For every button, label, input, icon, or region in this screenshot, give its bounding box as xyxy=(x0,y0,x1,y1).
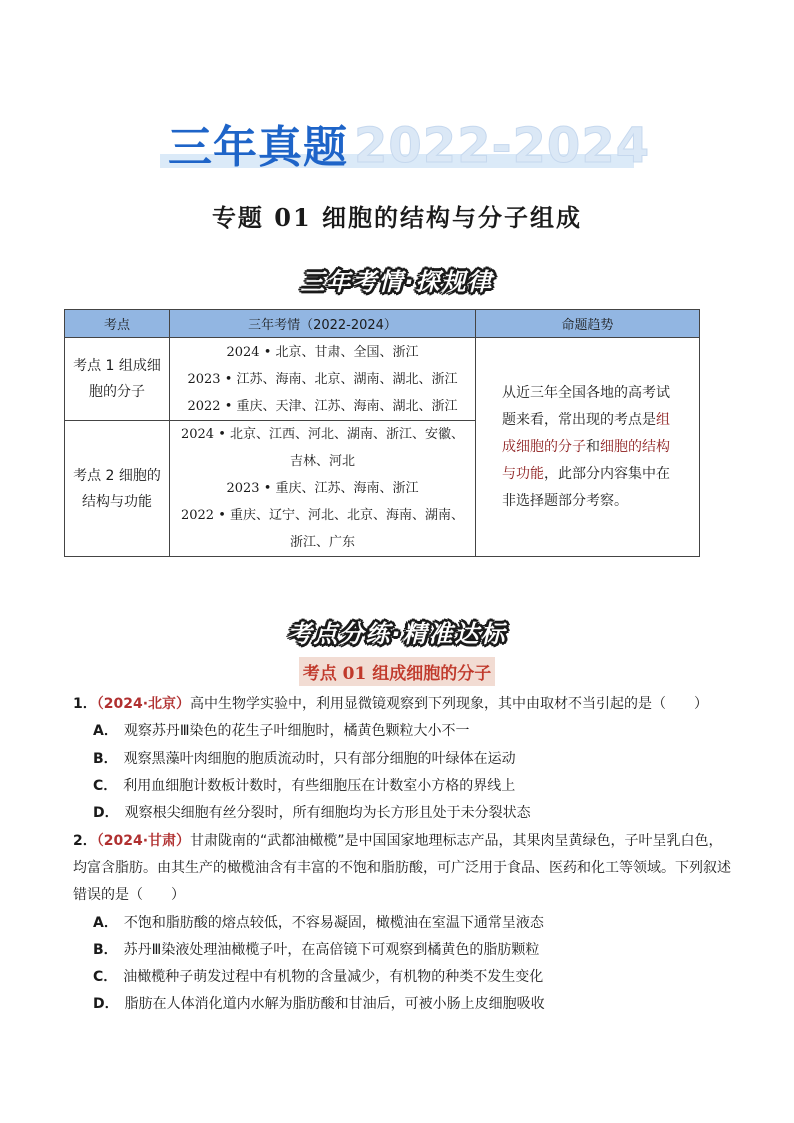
option-c xyxy=(93,773,515,800)
banner-title xyxy=(168,120,650,183)
year-line: 2023 • 江苏、海南、北京、湖南、湖北、浙江 xyxy=(187,371,458,387)
question-source: （2024·甘肃） xyxy=(96,833,191,849)
option-text: 观察苏丹Ⅲ染色的花生子叶细胞时，橘黄色颗粒大小不一 xyxy=(123,723,470,739)
option-a xyxy=(93,718,470,745)
banner xyxy=(0,118,794,178)
trend-text: ，此部分内容集中在非选择题部分考察。 xyxy=(502,465,670,509)
table-header-row xyxy=(65,310,700,338)
option-label: D． xyxy=(93,805,119,821)
question-source: （2024·北京） xyxy=(96,696,191,712)
option-b xyxy=(93,746,516,773)
option-a xyxy=(93,910,544,937)
year-line: 2022 • 重庆、辽宁、河北、北京、海南、湖南、浙江、广东 xyxy=(180,508,465,550)
option-label: A． xyxy=(93,915,118,931)
question-2 xyxy=(73,828,733,909)
banner-title-cn: 三年真题 xyxy=(168,122,348,173)
option-text: 脂肪在人体消化道内水解为脂肪酸和甘油后，可被小肠上皮细胞吸收 xyxy=(124,996,545,1012)
kp-heading-label: 考点 01 组成细胞的分子 xyxy=(299,657,496,686)
option-label: B． xyxy=(93,942,118,958)
option-b xyxy=(93,937,539,964)
option-d xyxy=(93,991,545,1018)
option-d xyxy=(93,800,531,827)
question-stem: 甘肃陇南的“武都油橄榄”是中国国家地理标志产品，其果肉呈黄绿色，子叶呈乳白色，均富含脂肪。由其生产的橄榄油含有丰富的不饱和脂肪酸，可广泛用于食品、医药和化工等领域。下列叙述错误的是（ ） xyxy=(73,833,731,903)
option-text: 油橄榄种子萌发过程中有机物的含量减少，有机物的种类不发生变化 xyxy=(123,969,544,985)
exam-trend-table xyxy=(64,309,700,557)
trend-text: 从近三年全国各地的高考试题来看，常出现的考点是 xyxy=(502,384,670,428)
option-text: 观察根尖细胞有丝分裂时，所有细胞均为长方形且处于未分裂状态 xyxy=(124,805,531,821)
option-text: 不饱和脂肪酸的熔点较低，不容易凝固，橄榄油在室温下通常呈液态 xyxy=(123,915,544,931)
year-line: 2023 • 重庆、江苏、海南、浙江 xyxy=(226,481,419,496)
option-text: 观察黑藻叶肉细胞的胞质流动时，只有部分细胞的叶绿体在运动 xyxy=(123,751,516,767)
option-label: A． xyxy=(93,723,118,739)
year-line: 2024 • 北京、甘肃、全国、浙江 xyxy=(226,344,419,360)
trend-highlight: 组成细胞的分子 xyxy=(502,411,670,455)
years-cell xyxy=(170,421,476,557)
option-label: B． xyxy=(93,751,118,767)
table-header: 三年考情（2022-2024） xyxy=(170,310,476,338)
years-cell xyxy=(170,338,476,421)
banner-years: 2022-2024 xyxy=(354,118,651,174)
topic-cell: 考点 1 组成细胞的分子 xyxy=(65,338,170,421)
option-label: C． xyxy=(93,969,118,985)
table-header: 考点 xyxy=(65,310,170,338)
option-text: 利用血细胞计数板计数时，有些细胞压在计数室小方格的界线上 xyxy=(123,778,516,794)
option-label: C． xyxy=(93,778,118,794)
trend-highlight: 细胞的结构与功能 xyxy=(502,438,670,482)
doc-title: 专题 01 细胞的结构与分子组成 xyxy=(211,203,583,232)
option-c xyxy=(93,964,543,991)
trend-text: 和 xyxy=(586,438,600,455)
question-number: 2． xyxy=(73,833,97,849)
table-header: 命题趋势 xyxy=(476,310,700,338)
section-title-trends: 三年考情·探规律 xyxy=(300,268,494,296)
option-text: 苏丹Ⅲ染液处理油橄榄子叶，在高倍镜下可观察到橘黄色的脂肪颗粒 xyxy=(123,942,540,958)
question-number: 1． xyxy=(73,696,97,712)
year-line: 2022 • 重庆、天津、江苏、海南、湖北、浙江 xyxy=(187,398,458,414)
trend-cell xyxy=(476,338,700,557)
topic-cell: 考点 2 细胞的结构与功能 xyxy=(65,421,170,557)
question-stem: 高中生物学实验中，利用显微镜观察到下列现象，其中由取材不当引起的是（ ） xyxy=(190,696,709,712)
year-line: 2024 • 北京、江西、河北、湖南、浙江、安徽、吉林、河北 xyxy=(180,427,465,469)
kp-heading xyxy=(0,657,794,686)
question-1 xyxy=(73,691,733,718)
section-title-practice: 考点分练·精准达标 xyxy=(287,620,507,648)
option-label: D． xyxy=(93,996,119,1012)
table-row xyxy=(65,338,700,421)
